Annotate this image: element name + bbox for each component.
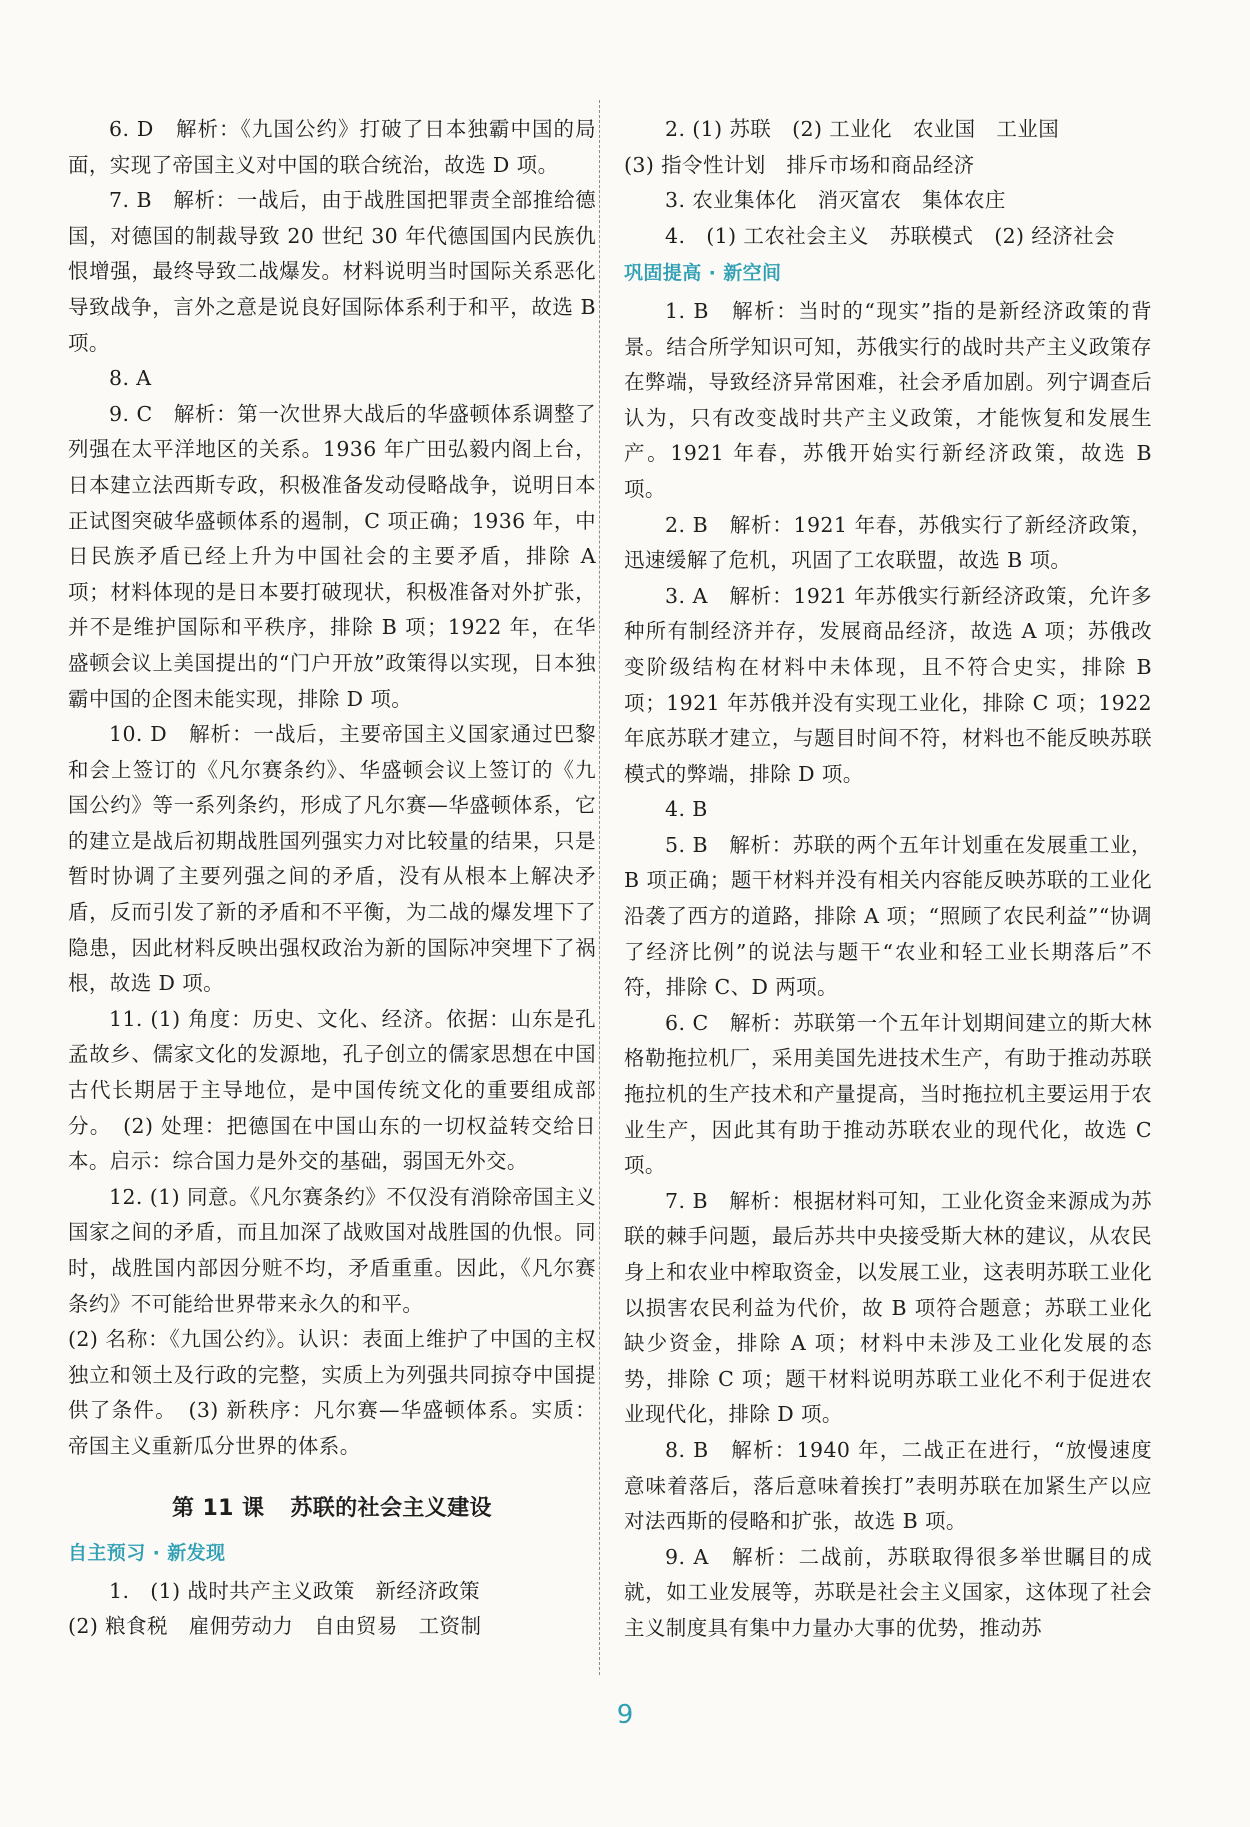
consolidate-answer-1: 1. B 解析：当时的“现实”指的是新经济政策的背景。结合所学知识可知，苏俄实行的战时共产主义政策存在弊端，导致经济异常困难，社会矛盾加剧。列宁调查后认为，只有改变战时共产主义政策，才能恢复和发展生产。1921 年春，苏俄开始实行新经济政策，故选 B 项。 (624, 298, 1152, 501)
answer-10: 10. D 解析：一战后，主要帝国主义国家通过巴黎和会上签订的《凡尔赛条约》、华盛顿会议上签订的《九国公约》等一系列条约，形成了凡尔赛—华盛顿体系，它的建立是战后初期战胜国列强实力对比较量的结果，只是暂时协调了主要列强之间的矛盾，没有从根本上解决矛盾，反而引发了新的矛盾和不平衡，为二战的爆发埋下了隐患，因此材料反映出强权政治为新的国际冲突埋下了祸根，故选 D 项。 (68, 722, 596, 996)
right-column (624, 112, 1152, 1647)
answer-11: 11. (1) 角度：历史、文化、经济。依据：山东是孔孟故乡、儒家文化的发源地，孔子创立的儒家思想在中国古代长期居于主导地位，是中国传统文化的重要组成部分。 (2) 处理：把德国在中国山东的一切权益转交给日本。启示：综合国力是外交的基础，弱国无外交。 (68, 1006, 596, 1174)
answer-8: 8. A (109, 366, 152, 391)
consolidate-answer-2: 2. B 解析：1921 年春，苏俄实行了新经济政策，迅速缓解了危机，巩固了工农联盟，故选 B 项。 (624, 512, 1152, 573)
section-heading-preview: 自主预习 · 新发现 (68, 1542, 226, 1565)
consolidate-answer-3: 3. A 解析：1921 年苏俄实行新经济政策，允许多种所有制经济并存，发展商品经济，故选 A 项；苏俄改变阶级结构在材料中未体现，且不符合史实，排除 B 项；1921 年苏俄并没有实现工业化，排除 C 项；1922 年底苏联才建立，与题目时间不符，材料也不能反映苏联模式的弊端，排除 D 项。 (624, 583, 1152, 786)
preview-answer-2-part2: (3) 指令性计划 排斥市场和商品经济 (624, 152, 975, 177)
consolidate-answer-7: 7. B 解析：根据材料可知，工业化资金来源成为苏联的棘手问题，最后苏共中央接受斯大林的建议，从农民身上和农业中榨取资金，以发展工业，这表明苏联工业化以损害农民利益为代价，故 B 项符合题意；苏联工业化缺少资金，排除 A 项；材料中未涉及工业化发展的态势，排除 C 项；题干材料说明苏联工业化不利于促进农业现代化，排除 D 项。 (624, 1188, 1152, 1427)
answer-12: 12. (1) 同意。《凡尔赛条约》不仅没有消除帝国主义国家之间的矛盾，而且加深了战败国对战胜国的仇恨。同时，战胜国内部因分赃不均，矛盾重重。因此，《凡尔赛条约》不可能给世界带来永久的和平。 (68, 1184, 596, 1316)
lesson-heading (68, 1491, 596, 1527)
section-heading-consolidate: 巩固提高 · 新空间 (624, 262, 782, 285)
consolidate-answer-9: 9. A 解析：二战前，苏联取得很多举世瞩目的成就，如工业发展等，苏联是社会主义国家，这体现了社会主义制度具有集中力量办大事的优势，推动苏 (624, 1544, 1152, 1640)
column-divider (599, 100, 600, 1675)
consolidate-answer-8: 8. B 解析：1940 年，二战正在进行，“放慢速度意味着落后，落后意味着挨打”表明苏联在加紧生产以应对法西斯的侵略和扩张，故选 B 项。 (624, 1437, 1152, 1534)
left-column (68, 112, 596, 1645)
lesson-number: 第 11 课 (172, 1495, 265, 1521)
preview-answer-2: 2. (1) 苏联 (2) 工业化 农业国 工业国 (665, 117, 1060, 141)
consolidate-answer-6: 6. C 解析：苏联第一个五年计划期间建立的斯大林格勒拖拉机厂，采用美国先进技术生产，有助于推动苏联拖拉机的生产技术和产量提高，当时拖拉机主要运用于农业生产，因此其有助于推动苏联农业的现代化，故选 C 项。 (624, 1010, 1152, 1178)
lesson-title: 苏联的社会主义建设 (290, 1495, 492, 1521)
answer-12-part2: (2) 名称：《九国公约》。认识：表面上维护了中国的主权独立和领土及行政的完整，实质上为列强共同掠夺中国提供了条件。 (3) 新秩序：凡尔赛—华盛顿体系。实质：帝国主义重新瓜分世界的体系。 (68, 1327, 596, 1458)
consolidate-answer-5: 5. B 解析：苏联的两个五年计划重在发展重工业，B 项正确；题干材料并没有相关内容能反映苏联的工业化沿袭了西方的道路，排除 A 项；“照顾了农民利益”“协调了经济比例”的说法与题干“农业和轻工业长期落后”不符，排除 C、D 两项。 (624, 832, 1152, 1000)
page-number: 9 (616, 1700, 634, 1730)
preview-answer-1: 1. (1) 战时共产主义政策 新经济政策 (109, 1578, 481, 1603)
answer-9: 9. C 解析：第一次世界大战后的华盛顿体系调整了列强在太平洋地区的关系。1936 年广田弘毅内阁上台，日本建立法西斯专政，积极准备发动侵略战争，说明日本正试图突破华盛顿体系的遏制，C 项正确；1936 年，中日民族矛盾已经上升为中国社会的主要矛盾，排除 A 项；材料体现的是日本要打破现状，积极准备对外扩张，并不是维护国际和平秩序，排除 B 项；1922 年，在华盛顿会议上美国提出的“门户开放”政策得以实现，日本独霸中国的企图未能实现，排除 D 项。 (68, 401, 596, 711)
preview-answer-3: 3. 农业集体化 消灭富农 集体农庄 (665, 188, 1006, 213)
answer-7: 7. B 解析：一战后，由于战胜国把罪责全部推给德国，对德国的制裁导致 20 世纪 30 年代德国国内民族仇恨增强，最终导致二战爆发。材料说明当时国际关系恶化导致战争，言外之意是说良好国际体系利于和平，故选 B 项。 (68, 188, 596, 355)
consolidate-answer-4: 4. B (665, 797, 708, 822)
answer-6: 6. D 解析：《九国公约》打破了日本独霸中国的局面，实现了帝国主义对中国的联合统治，故选 D 项。 (68, 117, 596, 177)
preview-answer-1-part2: (2) 粮食税 雇佣劳动力 自由贸易 工资制 (68, 1614, 482, 1639)
preview-answer-4: 4. (1) 工农社会主义 苏联模式 (2) 经济社会 (665, 223, 1115, 248)
